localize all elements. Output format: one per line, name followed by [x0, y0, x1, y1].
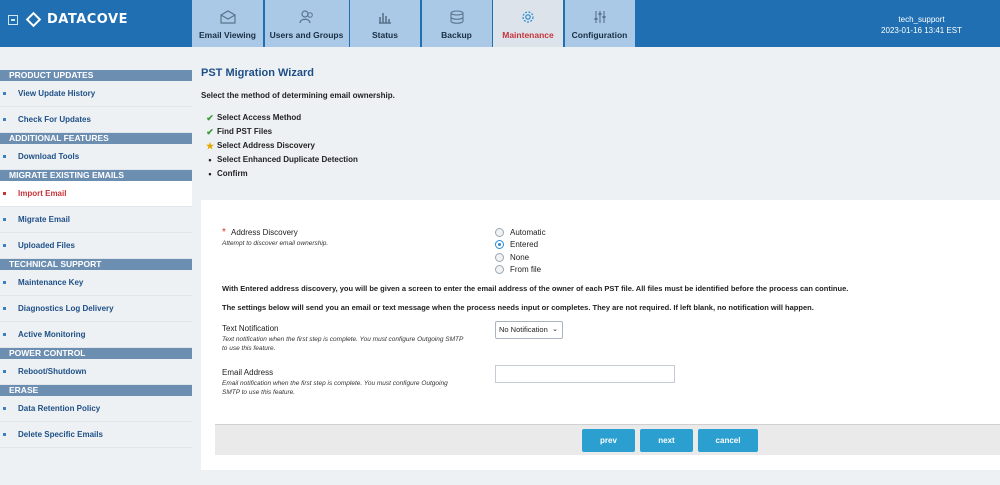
bar-chart-icon	[377, 10, 393, 24]
step-label: Find PST Files	[217, 127, 273, 136]
text-notification-hint-line1: Text notification when the first step is complete. You must configure Outgoing SMTP	[222, 336, 464, 343]
users-icon	[299, 10, 315, 24]
sidebar-section-technical-support: TECHNICAL SUPPORT	[0, 259, 192, 270]
database-icon	[449, 10, 465, 24]
next-button[interactable]: next	[640, 429, 693, 452]
sidebar-section-additional-features: ADDITIONAL FEATURES	[0, 133, 192, 144]
wizard-steps	[205, 111, 358, 181]
sidebar-item-label: Check For Updates	[18, 115, 91, 124]
current-datetime: 2023-01-16 13:41 EST	[881, 26, 962, 35]
star-icon: ★	[205, 141, 215, 151]
checkmark-icon: ✔	[206, 127, 214, 137]
bullet-icon	[3, 118, 6, 121]
tab-label: Users and Groups	[269, 30, 344, 40]
bullet-icon	[3, 281, 6, 284]
bullet-icon	[3, 244, 6, 247]
bullet-icon	[3, 333, 6, 336]
top-header	[0, 0, 1000, 47]
tab-label: Status	[372, 30, 398, 40]
chevron-down-icon: ⌄	[552, 326, 558, 333]
user-info[interactable]	[881, 14, 962, 36]
main-nav-tabs	[192, 0, 636, 47]
step-label: Select Enhanced Duplicate Detection	[217, 155, 358, 164]
radio-circle[interactable]	[495, 253, 504, 262]
page-title: PST Migration Wizard	[201, 67, 314, 79]
bullet-icon	[3, 433, 6, 436]
tab-label: Maintenance	[502, 30, 554, 40]
wizard-button-bar	[215, 424, 1000, 455]
tab-maintenance[interactable]	[493, 0, 563, 47]
radio-automatic[interactable]	[495, 226, 546, 239]
tab-status[interactable]	[350, 0, 420, 47]
wizard-step	[205, 139, 358, 153]
bullet-icon: •	[208, 169, 212, 179]
sidebar-item-label: Reboot/Shutdown	[18, 367, 87, 376]
sliders-icon	[592, 10, 608, 24]
radio-circle[interactable]	[495, 228, 504, 237]
bullet-icon	[3, 192, 6, 195]
entered-info-text: With Entered address discovery, you will be given a screen to enter the email address of the owner of each PST file. All files must be identified before the process can continue.	[222, 284, 849, 293]
sidebar-item-label: Maintenance Key	[18, 278, 84, 287]
sidebar-item-label: View Update History	[18, 89, 96, 98]
sidebar-item-uploaded-files[interactable]	[0, 233, 192, 259]
step-label: Confirm	[217, 169, 248, 178]
sidebar-section-power-control: POWER CONTROL	[0, 348, 192, 359]
notification-info-text: The settings below will send you an email or text message when the process needs input or completes. They are not required. If left blank, no notification will happen.	[222, 303, 814, 312]
sidebar-item-download-tools[interactable]	[0, 144, 192, 170]
sidebar-item-data-retention-policy[interactable]	[0, 396, 192, 422]
text-notification-select[interactable]	[495, 321, 563, 339]
wizard-step	[205, 125, 358, 139]
tab-label: Configuration	[571, 30, 628, 40]
wizard-step	[205, 167, 358, 181]
select-value: No Notification	[499, 325, 548, 334]
email-address-hint-line1: Email notification when the first step is complete. You must configure Outgoing	[222, 380, 448, 387]
bullet-icon	[3, 307, 6, 310]
sidebar-item-label: Migrate Email	[18, 215, 71, 224]
sidebar-item-label: Uploaded Files	[18, 241, 75, 250]
sidebar-item-check-for-updates[interactable]	[0, 107, 192, 133]
tab-backup[interactable]	[422, 0, 492, 47]
wizard-step	[205, 153, 358, 167]
tab-label: Backup	[441, 30, 472, 40]
radio-label: From file	[510, 265, 542, 275]
sidebar-item-label: Diagnostics Log Delivery	[18, 304, 114, 313]
radio-label: Automatic	[510, 227, 546, 237]
text-notification-hint-line2: to use this feature.	[222, 345, 276, 352]
tab-users-and-groups[interactable]	[265, 0, 349, 47]
prev-button[interactable]: prev	[582, 429, 635, 452]
required-asterisk-icon: *	[222, 227, 226, 238]
sidebar-item-label: Active Monitoring	[18, 330, 86, 339]
address-discovery-hint: Attempt to discover email ownership.	[222, 240, 329, 247]
radio-circle-selected[interactable]	[495, 240, 504, 249]
tab-configuration[interactable]	[565, 0, 635, 47]
step-label: Select Address Discovery	[217, 141, 315, 150]
email-address-hint-line2: SMTP to use this feature.	[222, 389, 296, 396]
checkmark-icon: ✔	[206, 113, 214, 123]
bullet-icon	[3, 407, 6, 410]
diamond-logo-icon	[26, 12, 42, 28]
radio-from-file[interactable]	[495, 264, 546, 277]
bullet-icon: •	[208, 155, 212, 165]
envelope-icon	[220, 10, 236, 24]
radio-label: Entered	[510, 240, 539, 250]
wizard-form-panel	[201, 200, 1000, 470]
sidebar-item-migrate-email[interactable]	[0, 207, 192, 233]
bullet-icon	[3, 370, 6, 373]
bullet-icon	[3, 218, 6, 221]
email-address-label: Email Address	[222, 368, 274, 377]
bullet-icon	[3, 155, 6, 158]
radio-entered[interactable]	[495, 239, 546, 252]
sidebar-item-diagnostics-log-delivery[interactable]	[0, 296, 192, 322]
sidebar-item-delete-specific-emails[interactable]	[0, 422, 192, 448]
sidebar-item-active-monitoring[interactable]	[0, 322, 192, 348]
sidebar-item-label: Download Tools	[18, 152, 80, 161]
sidebar-section-migrate-existing-emails: MIGRATE EXISTING EMAILS	[0, 170, 192, 181]
text-notification-label: Text Notification	[222, 324, 279, 333]
sidebar-section-product-updates: PRODUCT UPDATES	[0, 70, 192, 81]
logo	[8, 12, 128, 27]
gear-icon	[520, 10, 536, 24]
sidebar-item-view-update-history[interactable]	[0, 81, 192, 107]
sidebar	[0, 47, 192, 485]
sidebar-item-reboot-shutdown[interactable]	[0, 359, 192, 385]
page-subtitle: Select the method of determining email ownership.	[201, 91, 395, 100]
sidebar-item-import-email[interactable]	[0, 181, 192, 207]
sidebar-item-label: Import Email	[18, 189, 67, 198]
address-discovery-radio-group	[495, 226, 546, 276]
tab-email-viewing[interactable]	[192, 0, 263, 47]
username: tech_support	[898, 15, 945, 24]
bullet-icon	[3, 92, 6, 95]
tab-label: Email Viewing	[198, 30, 256, 40]
radio-none[interactable]	[495, 251, 546, 264]
radio-label: None	[510, 252, 530, 262]
radio-circle[interactable]	[495, 265, 504, 274]
address-discovery-label: Address Discovery	[231, 228, 298, 237]
cancel-button[interactable]: cancel	[698, 429, 758, 452]
brand-name: DATACOVE	[47, 12, 128, 27]
menu-toggle-icon[interactable]	[8, 15, 18, 25]
step-label: Select Access Method	[217, 113, 302, 122]
sidebar-item-label: Data Retention Policy	[18, 404, 101, 413]
sidebar-item-maintenance-key[interactable]	[0, 270, 192, 296]
sidebar-item-label: Delete Specific Emails	[18, 430, 103, 439]
sidebar-section-erase: ERASE	[0, 385, 192, 396]
wizard-step	[205, 111, 358, 125]
email-address-input[interactable]	[495, 365, 675, 383]
main-content	[192, 47, 1000, 485]
